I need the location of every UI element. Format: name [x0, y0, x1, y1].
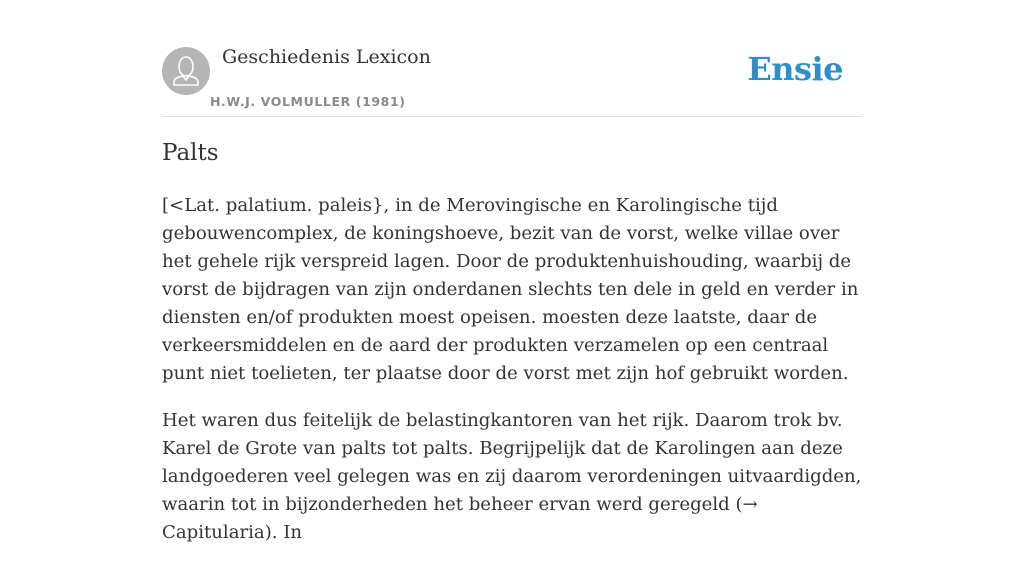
source-title[interactable]: Geschiedenis Lexicon [222, 46, 431, 68]
user-icon [162, 47, 210, 95]
entry-paragraph: [<Lat. palatium. paleis}, in de Merovingische en Karolingische tijd gebouwencomplex, de koningshoeve, bezit van de vorst, welke villae over het gehele rijk verspreid lagen. Door de produktenhuishouding, waarbij de vorst de bijdragen van zijn onderdanen slechts ten dele in geld en verder in diensten en/of produkten moest opeisen. moesten deze laatste, daar de verkeersmiddelen en de aard der produkten verzamelen op een centraal punt niet toelieten, ter plaatse door de vorst met zijn hof gebruikt worden. [162, 195, 859, 384]
avatar[interactable] [162, 47, 210, 95]
header [162, 0, 862, 117]
page-title: Palts [162, 140, 219, 166]
source-author[interactable]: H.W.J. VOLMULLER (1981) [210, 94, 406, 109]
brand-logo[interactable]: Ensie [747, 50, 843, 88]
entry-paragraph: Het waren dus feitelijk de belastingkantoren van het rijk. Daarom trok bv. Karel de Grote van palts tot palts. Begrijpelijk dat de Karolingen aan deze landgoederen veel gelegen was en zij daarom verordeningen uitvaardigden, waarin tot in bijzonderheden het beheer ervan werd geregeld (→ Capitularia). In [162, 410, 862, 543]
entry-content [162, 192, 862, 566]
entry-page [162, 0, 862, 543]
